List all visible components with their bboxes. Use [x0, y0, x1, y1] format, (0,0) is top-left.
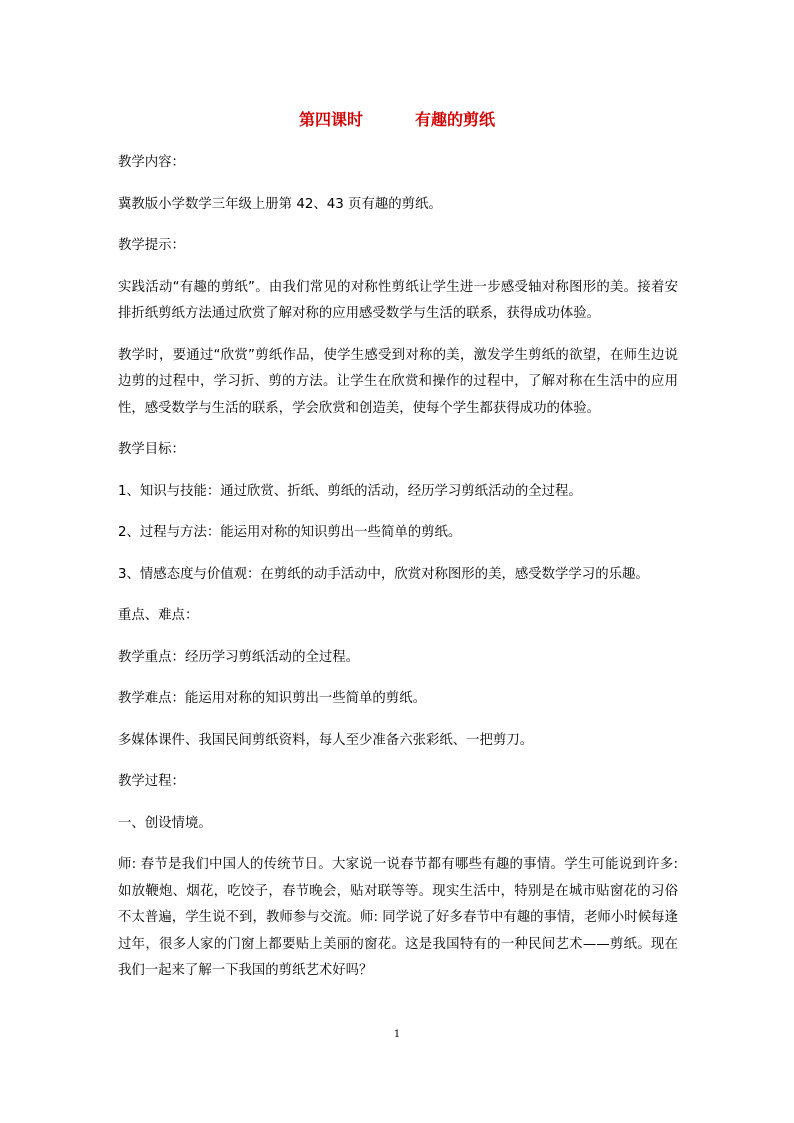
- paragraph: 教学难点：能运用对称的知识剪出一些简单的剪纸。: [118, 691, 426, 706]
- paragraph: 冀教版小学数学三年级上册第 42、43 页有趣的剪纸。: [118, 196, 442, 212]
- page-number: 1: [393, 1029, 401, 1040]
- paragraph: 2、过程与方法：能运用对称的知识剪出一些简单的剪纸。: [118, 525, 462, 540]
- paragraph: 教学时，要通过“欣赏”剪纸作品，使学生感受到对称的美，激发学生剪纸的欲望，在师生边说边剪的过程中，学习折、剪的方法。让学生在欣赏和操作的过程中，了解对称在生活中的应用性，感受数学与生活的联系，学会欣赏和创造美，使每个学生都获得成功的体验。: [118, 347, 678, 416]
- paragraph: 师: 春节是我们中国人的传统节日。大家说一说春节都有哪些有趣的事情。学生可能说到许多: 如放鞭炮、烟花，吃饺子，春节晚会，贴对联等等。现实生活中，特别是在城市贴窗花的习俗不太普遍，学生说不到，教师参与交流。师: 同学说了好多春节中有趣的事情，老师小时候每逢过年，很多人家的门窗上都要贴上美丽的窗花。这是我国特有的一种民间艺术——剪纸。现在我们一起来了解一下我国的剪纸艺术好吗？: [118, 857, 678, 978]
- document-body: [118, 150, 678, 1000]
- paragraph: 实践活动“有趣的剪纸”。由我们常见的对称性剪纸让学生进一步感受轴对称图形的美。接着安排折纸剪纸方法通过欣赏了解对称的应用感受数学与生活的联系，获得成功体验。: [118, 279, 678, 321]
- paragraph: 教学过程：: [118, 774, 185, 789]
- paragraph: 多媒体课件、我国民间剪纸资料，每人至少准备六张彩纸、一把剪刀。: [118, 732, 534, 748]
- paragraph: 一、创设情境。: [118, 815, 212, 831]
- lesson-name: 有趣的剪纸: [415, 110, 496, 129]
- paragraph: 教学提示：: [118, 238, 185, 253]
- paragraph: 教学目标：: [118, 442, 185, 457]
- paragraph: 1、知识与技能：通过欣赏、折纸、剪纸的活动，经历学习剪纸活动的全过程。: [118, 483, 582, 499]
- lesson-number: 第四课时: [298, 110, 363, 129]
- paragraph: 教学内容：: [118, 155, 185, 170]
- lesson-title: [0, 107, 794, 130]
- paragraph: 重点、难点：: [118, 608, 199, 623]
- paragraph: 3、情感态度与价值观：在剪纸的动手活动中，欣赏对称图形的美，感受数学学习的乐趣。: [118, 566, 649, 582]
- paragraph: 教学重点：经历学习剪纸活动的全过程。: [118, 649, 360, 665]
